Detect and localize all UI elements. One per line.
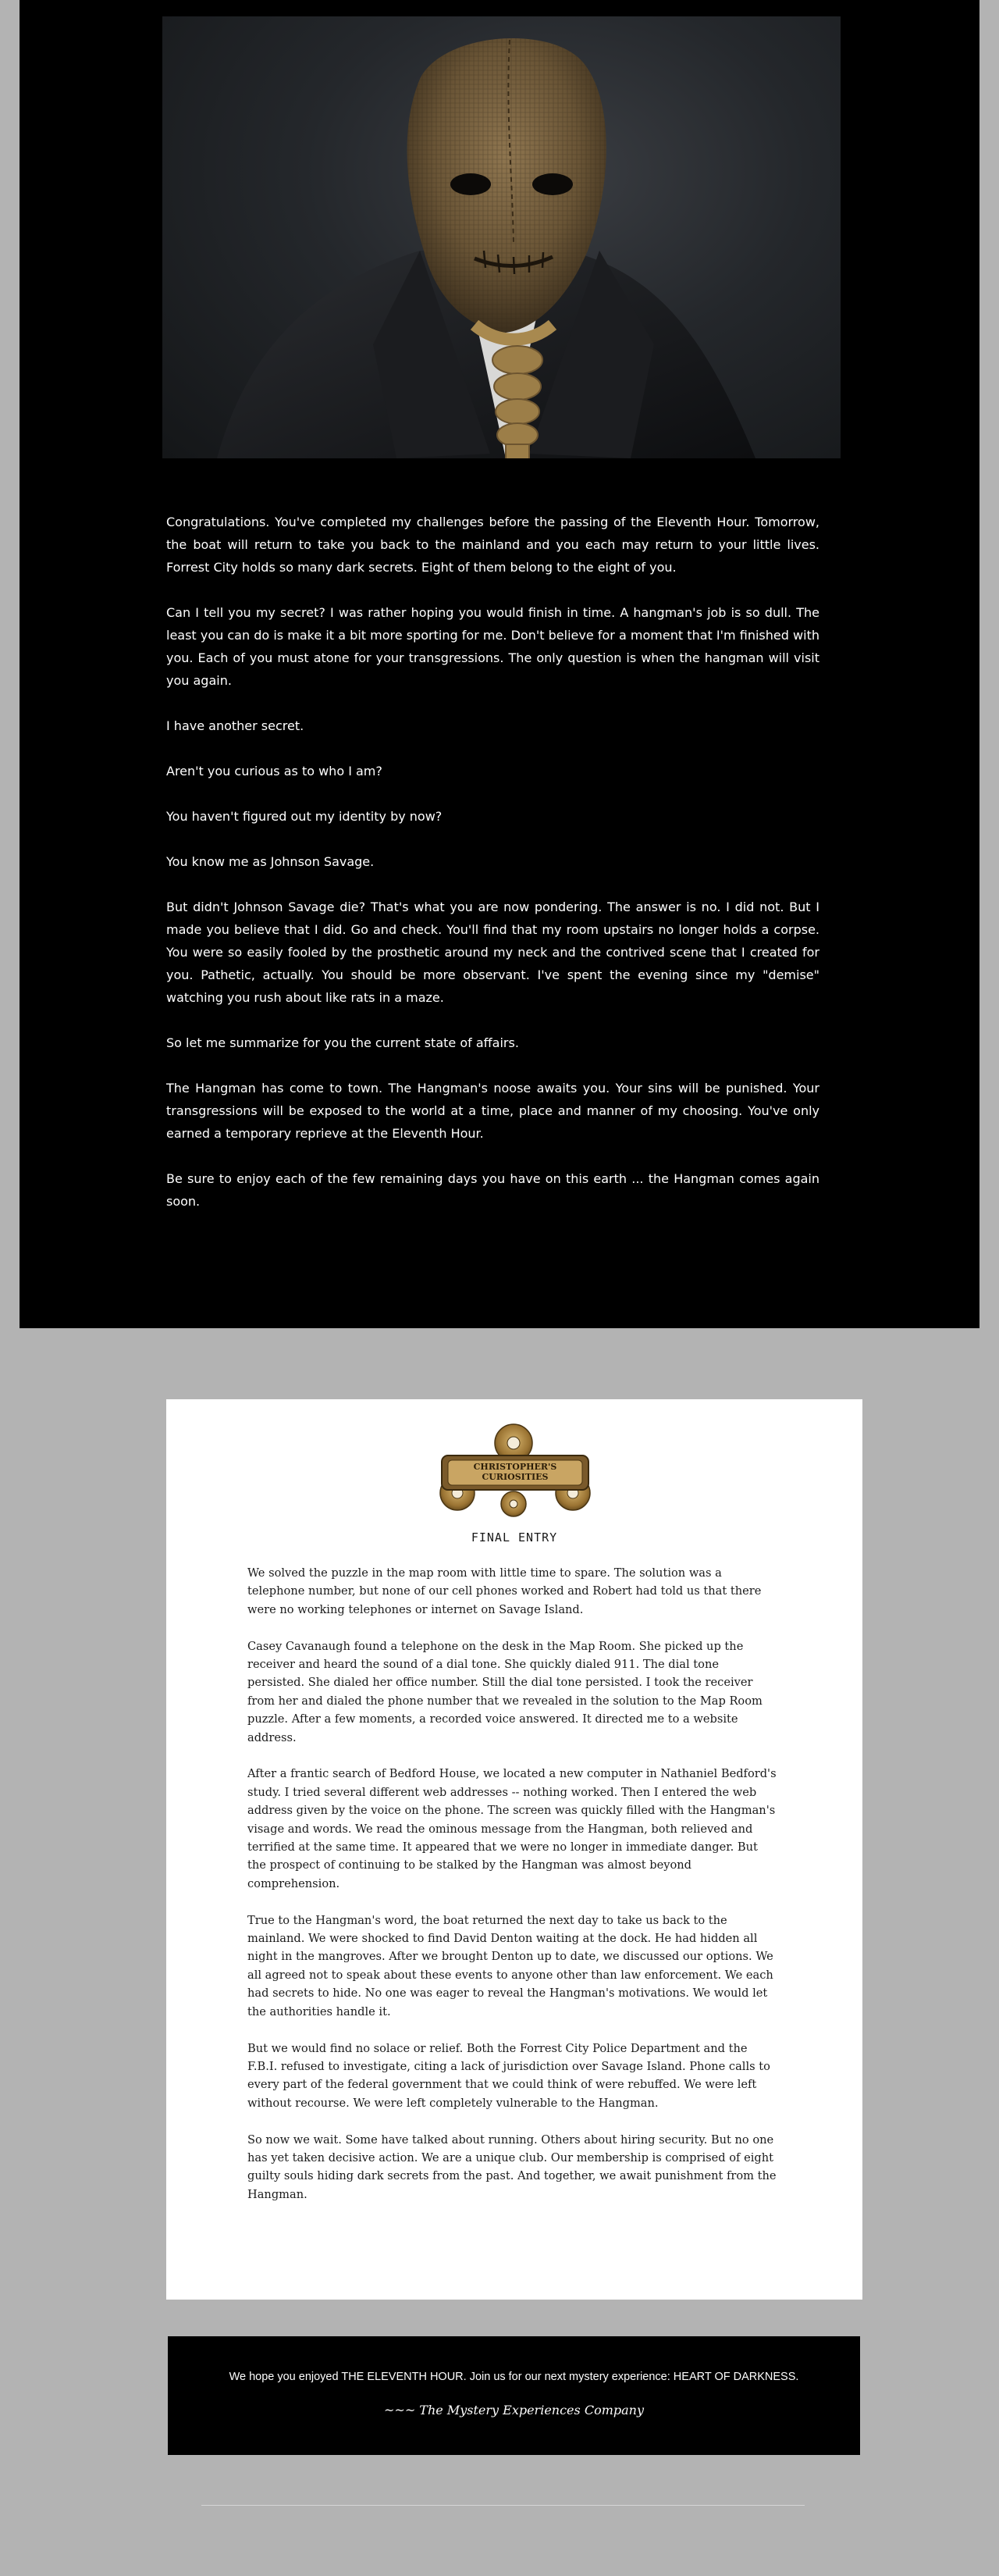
letter-paragraph: But didn't Johnson Savage die? That's what you are now pondering. The answer is no. I did not. But I made you believe that I did. Go and check. You'll find that my room upstairs no longer holds a corpse. You were so easily fooled by the prosthetic around my neck and the contrived scene that I created for you. Pathetic, actually. You should be more observant. I've spent the evening since my "demise" watching you rush about like rats in a maze. xyxy=(166,900,819,1005)
hangman-portrait-image xyxy=(162,16,841,458)
letter-paragraph: You know me as Johnson Savage. xyxy=(166,854,375,869)
journal-paragraph: True to the Hangman's word, the boat returned the next day to take us back to the mainland. We were shocked to find David Denton waiting at the dock. He had hidden all night in the mangroves. After we brought Denton up to date, we discussed our options. We all agreed not to speak about these events to anyone other than law enforcement. We each had secrets to hide. No one was eager to reveal the Hangman's motivations. We would let the authorities handle it. xyxy=(247,1913,773,2018)
footer-message: We hope you enjoyed THE ELEVENTH HOUR. Join us for our next mystery experience: HEART OF DARKNESS. xyxy=(229,2371,799,2383)
journal-paragraph: But we would find no solace or relief. Both the Forrest City Police Department and the F.B.I. refused to investigate, citing a lack of jurisdiction over Savage Island. Phone calls to every part of the federal government that we could think of were rebuffed. We were left without recourse. We were left completely vulnerable to the Hangman. xyxy=(247,2041,770,2110)
letter-paragraph: Aren't you curious as to who I am? xyxy=(166,764,382,779)
closing-footer xyxy=(168,2336,860,2455)
footer-signature: ~~~ The Mystery Experiences Company xyxy=(384,2403,644,2417)
hangman-message-panel xyxy=(20,0,979,1328)
journal-paragraph: So now we wait. Some have talked about running. Others about hiring security. But no one has yet taken decisive action. We are a unique club. Our membership is comprised of eight guilty souls hiding dark secrets from the past. And together, we await punishment from the Hangman. xyxy=(247,2132,777,2201)
letter-paragraph: Be sure to enjoy each of the few remaining days you have on this earth ... the Hangman comes again soon. xyxy=(166,1171,819,1209)
final-entry-card xyxy=(166,1399,862,2300)
final-entry-body xyxy=(247,1564,778,2222)
bottom-divider xyxy=(201,2505,805,2506)
burlap-hood-hangman-portrait-icon xyxy=(162,16,841,458)
final-entry-title: FINAL ENTRY xyxy=(471,1530,558,1545)
christophers-curiosities-logo xyxy=(426,1421,604,1520)
letter-paragraph: Congratulations. You've completed my challenges before the passing of the Eleventh Hour. Tomorrow, the boat will return to take you back to the mainland and you each may return to your little lives. Forrest City holds so many dark secrets. Eight of them belong to the eight of you. xyxy=(166,515,819,575)
letter-paragraph: So let me summarize for you the current state of affairs. xyxy=(166,1035,519,1050)
logo-line1: CHRISTOPHER'S xyxy=(473,1462,557,1472)
letter-paragraph: The Hangman has come to town. The Hangman's noose awaits you. Your sins will be punished. Your transgressions will be exposed to the world at a time, place and manner of my choosing. You've only earned a temporary reprieve at the Eleventh Hour. xyxy=(166,1081,819,1141)
journal-paragraph: After a frantic search of Bedford House, we located a new computer in Nathaniel Bedford's study. I tried several different web addresses -- nothing worked. Then I entered the web address given by the voice on the phone. The screen was quickly filled with the Hangman's visage and words. We read the ominous message from the Hangman, both relieved and terrified at the same time. It appeared that we were no longer in immediate danger. But the prospect of continuing to be stalked by the Hangman was almost beyond comprehension. xyxy=(247,1767,777,1890)
letter-paragraph: Can I tell you my secret? I was rather hoping you would finish in time. A hangman's job is so dull. The least you can do is make it a bit more sporting for me. Don't believe for a moment that I'm finished with you. Each of you must atone for your transgressions. The only question is when the hangman will visit you again. xyxy=(166,605,819,688)
journal-paragraph: We solved the puzzle in the map room with little time to spare. The solution was a telephone number, but none of our cell phones worked and Robert had told us that there were no working telephones or internet on Savage Island. xyxy=(247,1566,762,1616)
letter-paragraph: I have another secret. xyxy=(166,718,304,733)
letter-paragraph: You haven't figured out my identity by now? xyxy=(166,809,443,824)
logo-line2: CURIOSITIES xyxy=(482,1472,549,1482)
hangman-letter xyxy=(166,511,819,1235)
journal-paragraph: Casey Cavanaugh found a telephone on the desk in the Map Room. She picked up the receiver and heard the sound of a dial tone. She quickly dialed 911. The dial tone persisted. She dialed her office number. Still the dial tone persisted. I took the receiver from her and dialed the phone number that we revealed in the solution to the Map Room puzzle. After a few moments, a recorded voice answered. It directed me to a website address. xyxy=(247,1639,763,1744)
